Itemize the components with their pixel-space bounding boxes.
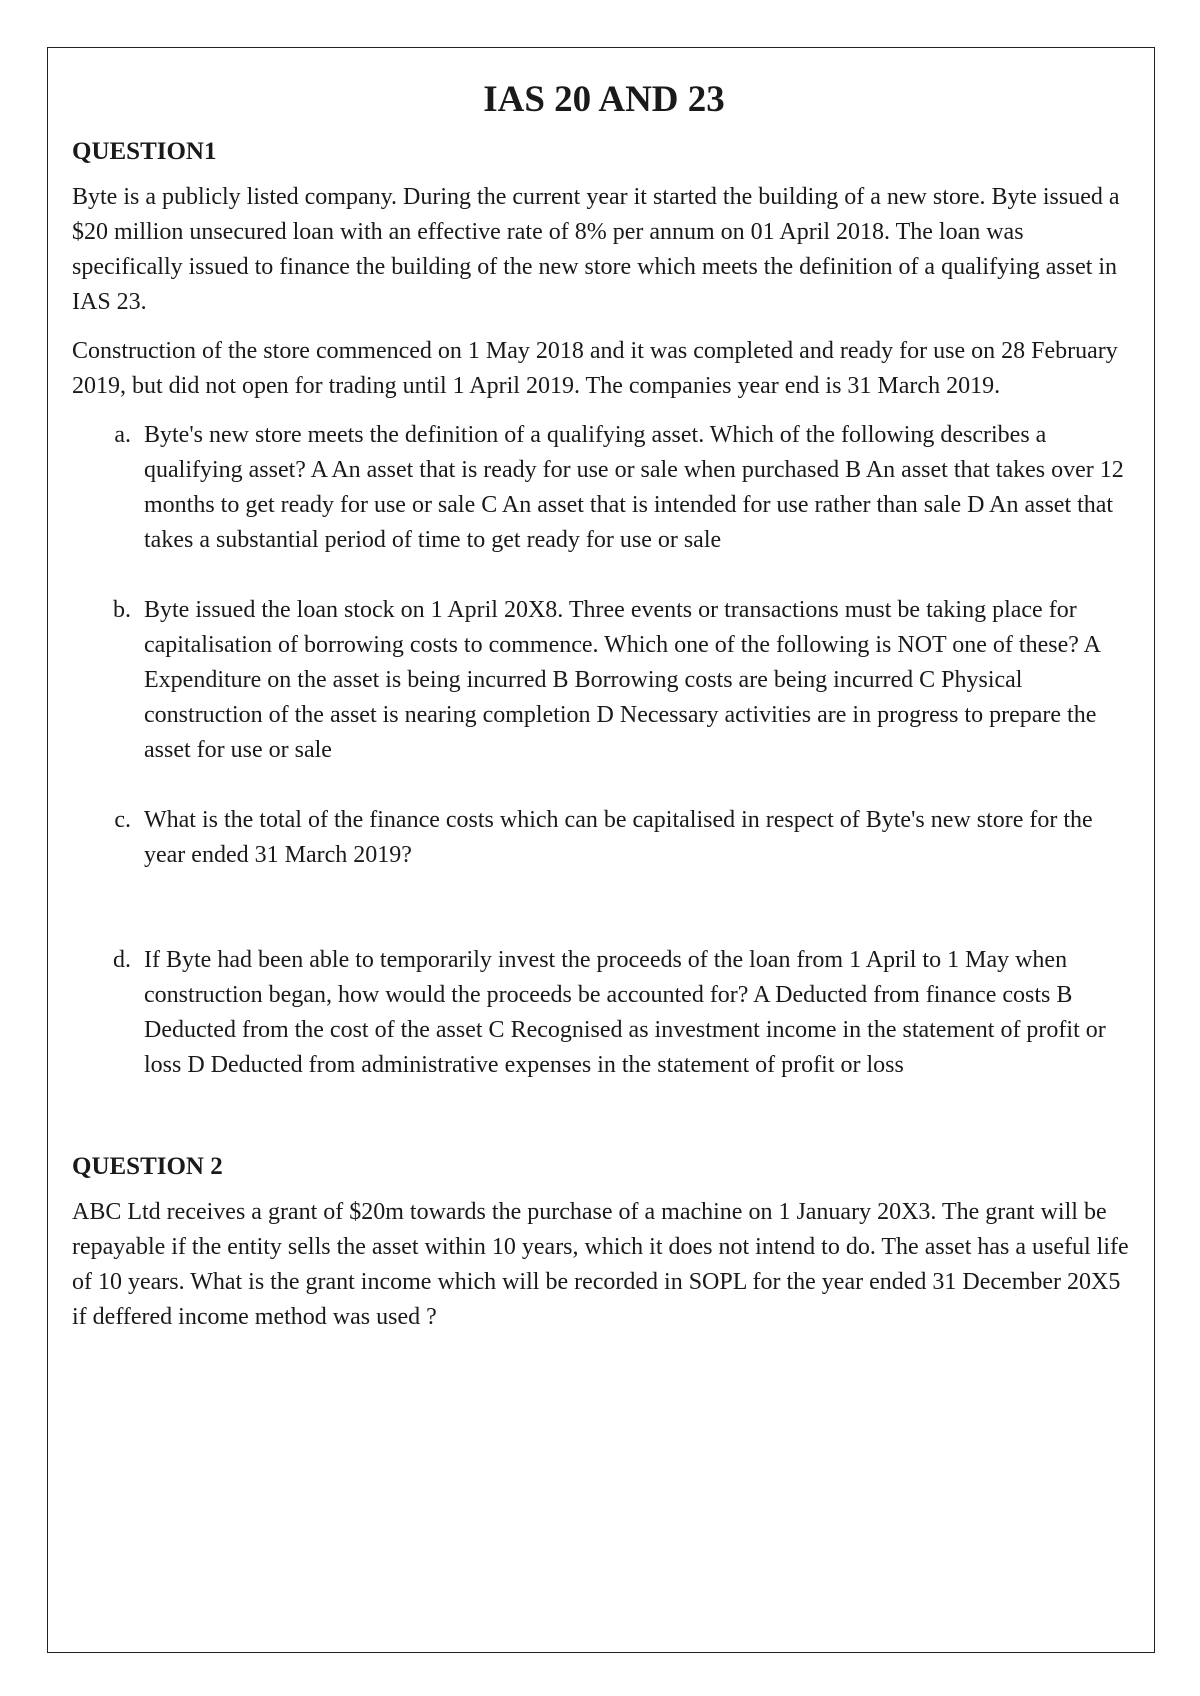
document-body <box>72 78 1136 1349</box>
question-1-intro-paragraph: Byte is a publicly listed company. During the current year it started the building of a new store. Byte issued a $20 million unsecured loan with an effective rate of 8% per annum on 01 April 2018. The loan was specifically issued to finance the building of the new store which meets the definition of a qualifying asset in IAS 23. <box>72 184 1120 315</box>
document-title: IAS 20 AND 23 <box>483 79 725 120</box>
question-1-heading: QUESTION1 <box>72 138 217 165</box>
question-1-context-paragraph: Construction of the store commenced on 1 May 2018 and it was completed and ready for use on 28 February 2019, but did not open for trading until 1 April 2019. The companies year end is 31 March 2019. <box>72 338 1118 399</box>
question-1 <box>72 136 1136 1083</box>
sub-question-d <box>72 943 1136 1083</box>
sub-question-text: What is the total of the finance costs which can be capitalised in respect of Byte's new store for the year ended 31 March 2019? <box>144 807 1093 868</box>
sub-question-b <box>72 593 1136 768</box>
sub-question-text: If Byte had been able to temporarily invest the proceeds of the loan from 1 April to 1 May when construction began, how would the proceeds be accounted for? A Deducted from finance costs B Deducted from the cost of the asset C Recognised as investment income in the statement of profit or loss D Deducted from administrative expenses in the statement of profit or loss <box>144 947 1106 1078</box>
sub-question-letter: a. <box>114 422 131 448</box>
sub-question-text: Byte issued the loan stock on 1 April 20X8. Three events or transactions must be taking place for capitalisation of borrowing costs to commence. Which one of the following is NOT one of these? A Expenditure on the asset is being incurred B Borrowing costs are being incurred C Physical construction of the asset is nearing completion D Necessary activities are in progress to prepare the asset for use or sale <box>144 597 1100 763</box>
question-2-heading: QUESTION 2 <box>72 1153 223 1180</box>
question-2-paragraph: ABC Ltd receives a grant of $20m towards the purchase of a machine on 1 January 20X3. The grant will be repayable if the entity sells the asset within 10 years, which it does not intend to do. The asset has a useful life of 10 years. What is the grant income which will be recorded in SOPL for the year ended 31 December 20X5 if deffered income method was used ? <box>72 1199 1129 1330</box>
sub-question-letter: b. <box>113 597 131 623</box>
sub-question-letter: d. <box>113 947 131 973</box>
sub-question-text: Byte's new store meets the definition of a qualifying asset. Which of the following describes a qualifying asset? A An asset that is ready for use or sale when purchased B An asset that takes over 12 months to get ready for use or sale C An asset that is intended for use rather than sale D An asset that takes a substantial period of time to get ready for use or sale <box>144 422 1124 553</box>
sub-question-c <box>72 803 1136 873</box>
question-2 <box>72 1151 1136 1335</box>
question-1-sub-questions <box>72 418 1136 1083</box>
sub-question-letter: c. <box>114 807 131 833</box>
sub-question-a <box>72 418 1136 558</box>
